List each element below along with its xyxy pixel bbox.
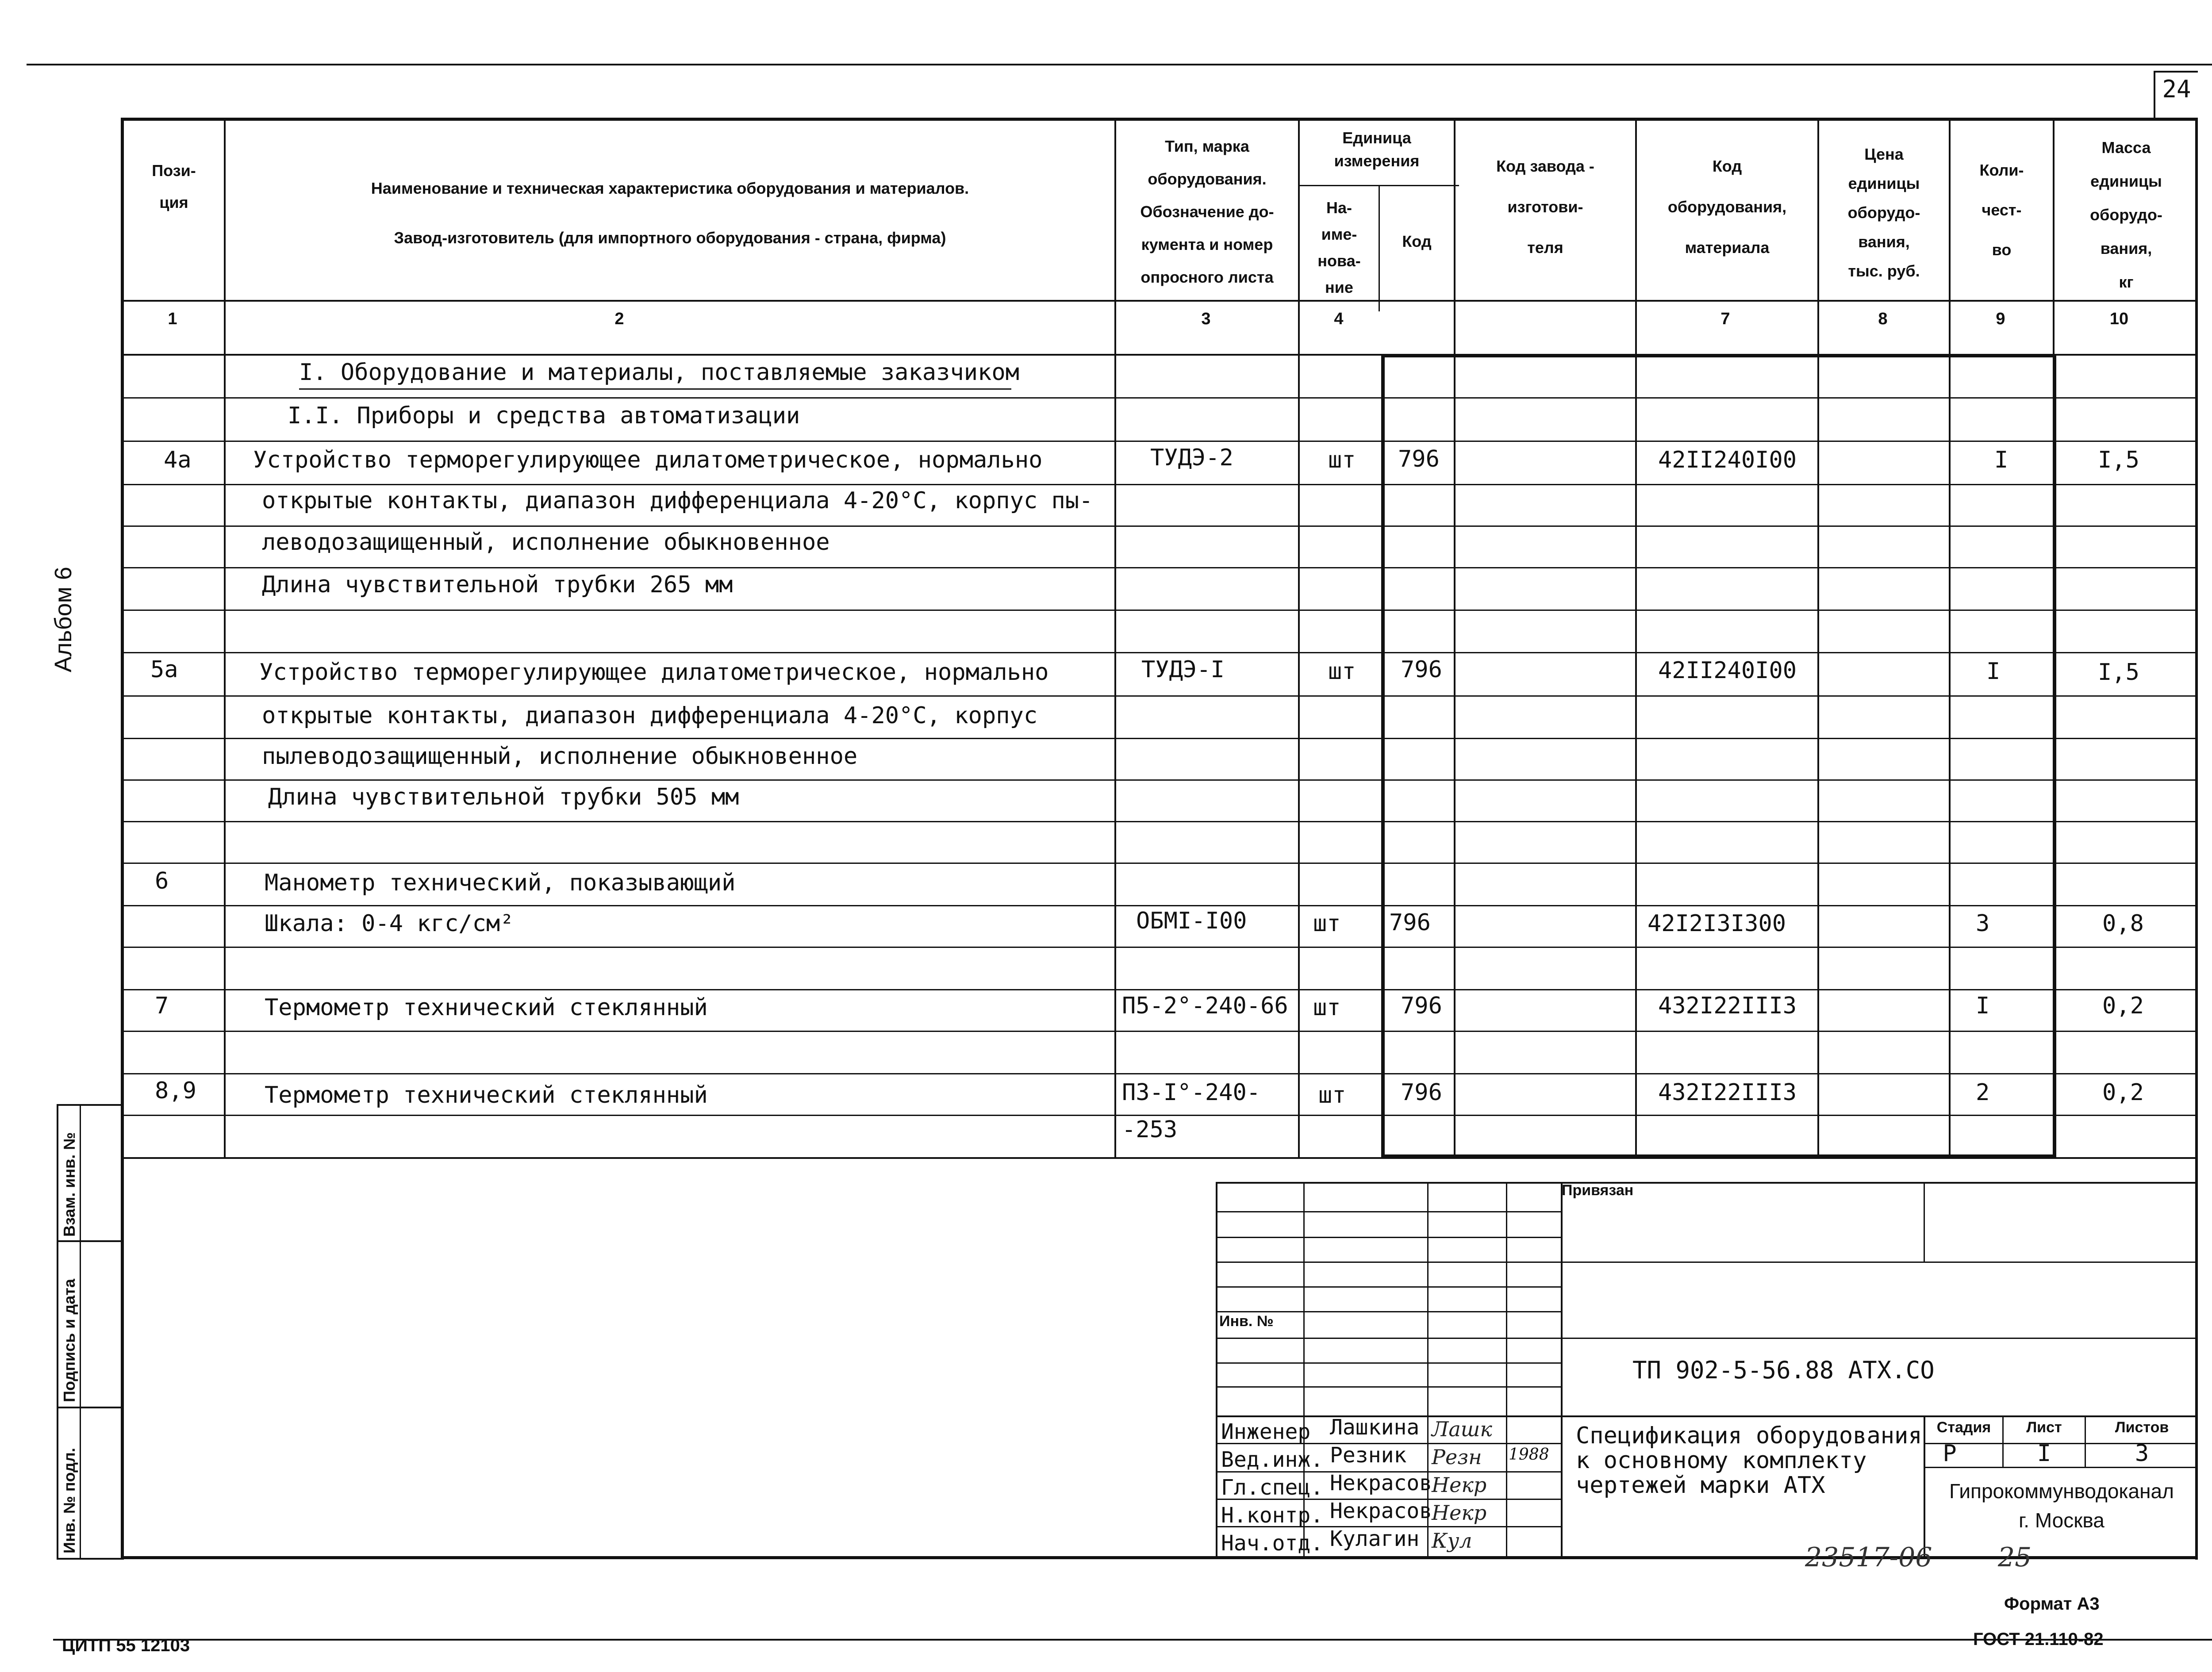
mass-5a: I,5 <box>2098 659 2139 686</box>
type-7: П5-2°-240-66 <box>1122 993 1288 1019</box>
name-6-2: Шкала: 0-4 кгс/см² <box>265 910 514 937</box>
ctp-label: ЦИТП 55 12103 <box>62 1636 190 1655</box>
equip-4a: 42II240I00 <box>1658 447 1797 473</box>
sheets-label: Листов <box>2115 1419 2169 1436</box>
mass-6: 0,8 <box>2102 910 2144 937</box>
inv-no-label: Инв. № <box>1219 1313 1274 1330</box>
unit-5a: шт <box>1328 658 1356 685</box>
colnum-10: 10 <box>2109 310 2129 328</box>
name-6: Манометр технический, показывающий <box>265 870 736 896</box>
qty-6: 3 <box>1976 910 1990 937</box>
qty-8-9: 2 <box>1976 1079 1990 1106</box>
header-quantity: Коли- чест- во <box>1979 161 2024 259</box>
header-manufacturer-code: Код завода - изготови- теля <box>1496 157 1594 257</box>
mass-7: 0,2 <box>2102 993 2144 1019</box>
organization: Гипрокоммунводоканал г. Москва <box>1949 1480 2174 1532</box>
staff-roles: Инженер Вед.инж. Гл.спец. Н.контр. Нач.отд. <box>1221 1419 1324 1556</box>
pos-5a: 5а <box>150 656 178 683</box>
signature-date: 1988 <box>1509 1446 1549 1464</box>
document-title: Спецификация оборудования к основному комплекту чертежей марки АТХ <box>1576 1423 1922 1499</box>
type-8-9-cont: -253 <box>1122 1116 1178 1143</box>
unit-4a: шт <box>1328 447 1356 473</box>
unit-8-9: шт <box>1318 1082 1346 1108</box>
sheet-value: I <box>2037 1440 2051 1467</box>
colnum-7: 7 <box>1720 310 1730 328</box>
code-6: 796 <box>1389 909 1431 936</box>
name-4a-3: леводозащищенный, исполнение обыкновенное <box>262 529 830 556</box>
header-unit-group: Единица измерения <box>1334 129 1420 170</box>
header-unit-code: Код <box>1402 232 1432 250</box>
gost-label: ГОСТ 21.110-82 <box>1973 1630 2104 1649</box>
colnum-2: 2 <box>614 310 624 328</box>
frame-left <box>121 118 124 1560</box>
handwritten-number: 23517-06 <box>1805 1542 1932 1573</box>
code-4a: 796 <box>1398 446 1440 472</box>
unit-7: шт <box>1313 994 1341 1021</box>
stamp-signature-date: Подпись и дата <box>60 1279 78 1402</box>
stamp-inv-podl: Инв. № подл. <box>60 1448 78 1553</box>
handwritten-page: 25 <box>1998 1542 2032 1573</box>
pos-7: 7 <box>155 993 169 1019</box>
document-code: ТП 902-5-56.88 АТХ.СО <box>1632 1356 1935 1384</box>
equip-5a: 42II240I00 <box>1658 657 1797 684</box>
type-5a: ТУДЭ-I <box>1141 656 1225 683</box>
name-4a-2: открытые контакты, диапазон дифференциала 4-20°С, корпус пы- <box>262 487 1093 514</box>
album-label: Альбом 6 <box>50 567 77 672</box>
colnum-3: 3 <box>1201 310 1211 328</box>
section-title: I. Оборудование и материалы, поставляемые заказчиком <box>299 359 1019 386</box>
header-mass: Масса единицы оборудо- вания, кг <box>2090 138 2162 291</box>
staff-names: Лашкина Резник Некрасов Некрасов Кулагин <box>1330 1415 1432 1551</box>
name-5a-4: Длина чувствительной трубки 505 мм <box>268 784 739 810</box>
colnum-1: 1 <box>168 310 177 328</box>
colnum-9: 9 <box>1996 310 2005 328</box>
qty-4a: I <box>1994 447 2008 473</box>
qty-7: I <box>1976 993 1990 1019</box>
colnum-4: 4 <box>1334 310 1344 328</box>
frame-right <box>2195 118 2198 1560</box>
name-4a-4: Длина чувствительной трубки 265 мм <box>262 571 733 598</box>
stamp-vzam-inv: Взам. инв. № <box>60 1132 78 1237</box>
header-name: Наименование и техническая характеристика оборудования и материалов. Завод-изготовитель (для импортного оборудования - страна, фирма) <box>371 179 969 247</box>
staff-signatures: Лашк Резн Некр Некр Кул <box>1432 1417 1492 1553</box>
name-5a: Устройство терморегулирующее дилатометрическое, нормально <box>259 659 1049 686</box>
format-label: Формат А3 <box>2004 1594 2100 1614</box>
colnum-8: 8 <box>1878 310 1888 328</box>
code-8-9: 796 <box>1401 1079 1442 1106</box>
pos-8-9: 8,9 <box>155 1078 196 1104</box>
stage-value: Р <box>1943 1440 1957 1467</box>
stage-label: Стадия <box>1936 1419 1991 1436</box>
sheet-label: Лист <box>2026 1419 2062 1436</box>
equip-7: 432I22III3 <box>1658 993 1797 1019</box>
name-8-9: Термометр технический стеклянный <box>265 1082 708 1108</box>
frame-top <box>122 118 2198 121</box>
equip-6: 42I2I3I300 <box>1647 910 1786 937</box>
code-7: 796 <box>1401 993 1442 1019</box>
subsection-title: I.I. Приборы и средства автоматизации <box>288 403 800 429</box>
sheets-value: 3 <box>2135 1440 2149 1467</box>
privyazan-label: Привязан <box>1562 1182 1634 1199</box>
type-8-9: ПЗ-I°-240- <box>1122 1079 1261 1106</box>
code-5a: 796 <box>1401 656 1442 683</box>
pos-6: 6 <box>155 868 169 894</box>
qty-5a: I <box>1986 658 2001 685</box>
pos-4a: 4а <box>164 447 192 473</box>
name-5a-2: открытые контакты, диапазон дифференциала 4-20°С, корпус <box>262 702 1038 729</box>
name-5a-3: пылеводозащищенный, исполнение обыкновенное <box>262 743 858 770</box>
name-7: Термометр технический стеклянный <box>265 994 708 1021</box>
type-6: ОБМI-I00 <box>1136 908 1247 934</box>
mass-4a: I,5 <box>2098 447 2139 473</box>
header-price: Цена единицы оборудо- вания, тыс. руб. <box>1847 145 1920 280</box>
type-4a: ТУДЭ-2 <box>1150 445 1233 471</box>
header-unit-name: На- име- нова- ние <box>1317 199 1361 296</box>
equip-8-9: 432I22III3 <box>1658 1079 1797 1106</box>
header-equipment-code: Код оборудования, материала <box>1667 157 1787 257</box>
unit-6: шт <box>1313 910 1341 937</box>
header-position: Пози- ция <box>152 161 196 211</box>
name-4a: Устройство терморегулирующее дилатометрическое, нормально <box>253 447 1043 473</box>
header-type: Тип, марка оборудования. Обозначение до- кумента и номер опросного листа <box>1140 137 1274 286</box>
mass-8-9: 0,2 <box>2102 1079 2144 1106</box>
page-number: 24 <box>2162 75 2191 103</box>
